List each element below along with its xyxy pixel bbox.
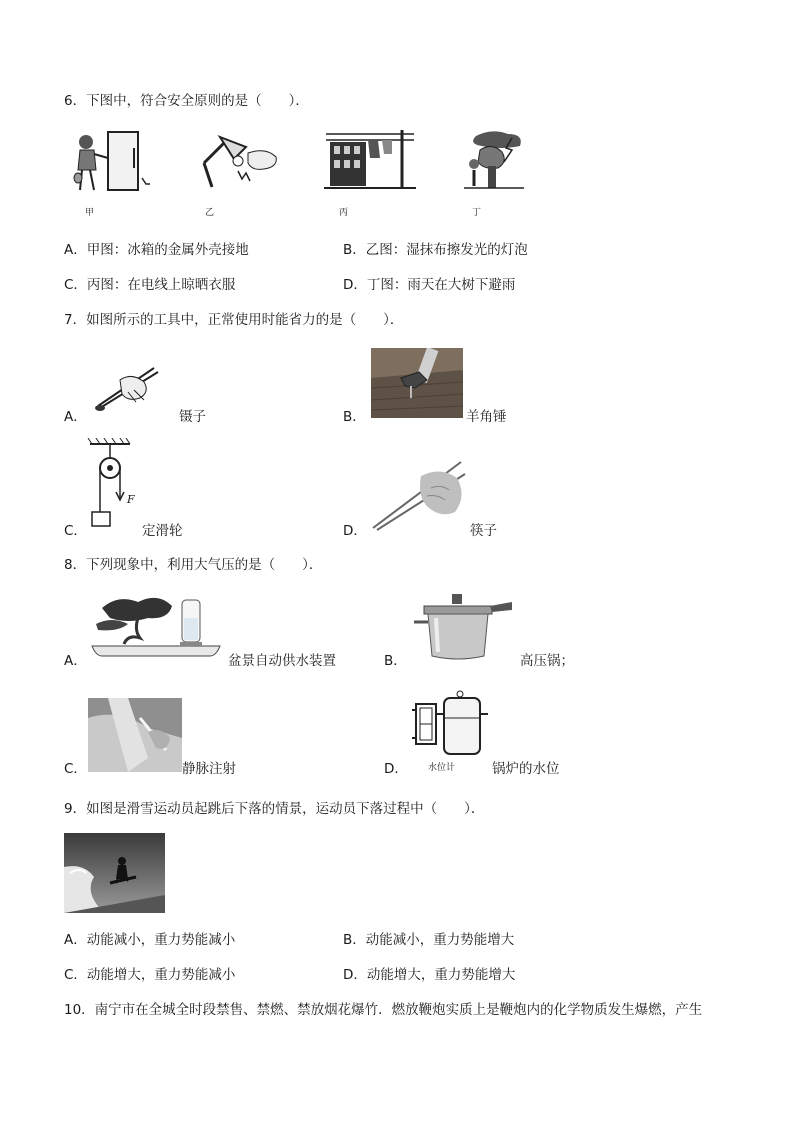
q9-skier-image xyxy=(64,833,165,913)
q8-pressure-cooker-image xyxy=(412,592,516,662)
q9-option-a: A．动能减小，重力势能减小 xyxy=(64,932,236,948)
q9-stem: 9．如图是滑雪运动员起跳后下落的情景，运动员下落过程中（ ）． xyxy=(64,801,485,817)
q6-option-d: D．丁图：雨天在大树下避雨 xyxy=(343,277,516,293)
q9-option-d: D．动能增大，重力势能增大 xyxy=(343,967,516,983)
q8-label-c: 静脉注射 xyxy=(182,761,236,777)
q10-stem: 10．南宁市在全城全时段禁售、禁燃、禁放烟花爆竹．燃放鞭炮实质上是鞭炮内的化学物质发生爆燃，产生 xyxy=(64,1002,703,1018)
q8-letter-a: A． xyxy=(64,653,87,669)
q7-letter-d: D． xyxy=(343,523,367,539)
q6-caption-jia: 甲 xyxy=(85,208,95,218)
q9-option-c: C．动能增大，重力势能减小 xyxy=(64,967,236,983)
q7-label-b: 羊角锤 xyxy=(466,409,507,425)
q7-label-d: 筷子 xyxy=(470,523,497,539)
q6-stem: 6．下图中，符合安全原则的是（ ）． xyxy=(64,93,309,109)
q7-label-c: 定滑轮 xyxy=(142,523,183,539)
q7-chopsticks-image xyxy=(371,456,469,532)
q8-label-a: 盆景自动供水装置 xyxy=(228,653,336,669)
q6-figure-jia xyxy=(72,128,152,194)
q7-hammer-image xyxy=(371,348,463,418)
q7-letter-a: A． xyxy=(64,409,87,425)
q6-caption-yi: 乙 xyxy=(205,208,215,218)
q6-figure-ding xyxy=(462,128,528,192)
q8-gauge-label: 水位计 xyxy=(428,763,456,773)
q6-caption-ding: 丁 xyxy=(472,208,482,218)
q8-label-d: 锅炉的水位 xyxy=(492,761,560,777)
q6-figure-yi xyxy=(198,133,286,191)
q9-option-b: B．动能减小，重力势能增大 xyxy=(343,932,515,948)
q7-label-a: 镊子 xyxy=(179,409,206,425)
q7-force-label: F xyxy=(127,493,135,506)
q7-tweezers-image xyxy=(92,362,172,414)
q8-bonsai-image xyxy=(88,590,228,662)
q8-letter-b: B． xyxy=(384,653,407,669)
q8-letter-c: C． xyxy=(64,761,87,777)
q7-letter-c: C． xyxy=(64,523,87,539)
q8-boiler-image xyxy=(408,690,492,760)
q6-option-c: C．丙图：在电线上晾晒衣服 xyxy=(64,277,236,293)
q7-pulley-image xyxy=(86,438,142,532)
q6-figure-bing xyxy=(322,128,418,190)
q7-stem: 7．如图所示的工具中，正常使用时能省力的是（ ）． xyxy=(64,312,404,328)
q8-label-b: 高压锅； xyxy=(520,653,574,669)
q6-caption-bing: 丙 xyxy=(339,208,349,218)
q7-letter-b: B． xyxy=(343,409,366,425)
q6-option-a: A．甲图：冰箱的金属外壳接地 xyxy=(64,242,249,258)
q6-option-b: B．乙图：湿抹布擦发光的灯泡 xyxy=(343,242,528,258)
q8-injection-image xyxy=(88,698,182,772)
q8-stem: 8．下列现象中，利用大气压的是（ ）． xyxy=(64,557,323,573)
q8-letter-d: D． xyxy=(384,761,408,777)
